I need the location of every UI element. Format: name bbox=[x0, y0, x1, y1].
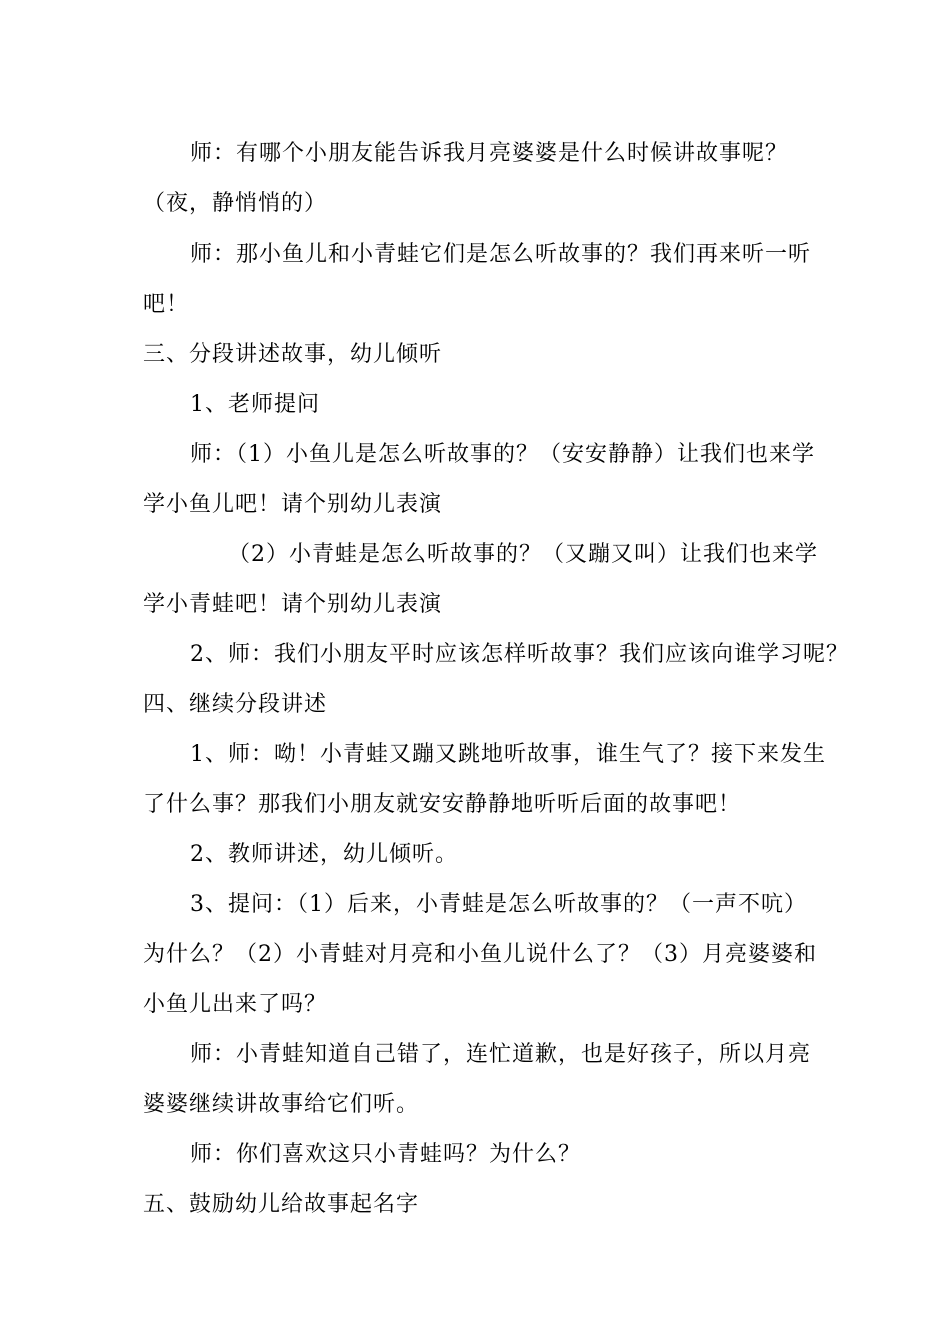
section-heading: 四、继续分段讲述 bbox=[143, 692, 328, 717]
paragraph-line: 小鱼儿出来了吗？ bbox=[143, 992, 328, 1017]
paragraph-line: 学小青蛙吧！请个别幼儿表演 bbox=[143, 592, 443, 617]
paragraph-line: 师：小青蛙知道自己错了，连忙道歉，也是好孩子，所以月亮 bbox=[190, 1042, 812, 1067]
paragraph-line: （夜，静悄悄的） bbox=[143, 191, 328, 216]
paragraph-line: 婆婆继续讲故事给它们听。 bbox=[143, 1092, 420, 1117]
paragraph-line: 学小鱼儿吧！请个别幼儿表演 bbox=[143, 492, 443, 517]
paragraph-line: 师：（1）小鱼儿是怎么听故事的？（安安静静）让我们也来学 bbox=[190, 442, 815, 467]
paragraph-line: 1、师：呦！小青蛙又蹦又跳地听故事，谁生气了？接下来发生 bbox=[190, 742, 826, 767]
paragraph-line: 为什么？（2）小青蛙对月亮和小鱼儿说什么了？（3）月亮婆婆和 bbox=[143, 942, 817, 967]
section-heading: 五、鼓励幼儿给故事起名字 bbox=[143, 1192, 420, 1217]
paragraph-line: （2）小青蛙是怎么听故事的？（又蹦又叫）让我们也来学 bbox=[228, 542, 818, 567]
section-heading: 三、分段讲述故事，幼儿倾听 bbox=[143, 342, 443, 367]
paragraph-line: 3、提问：（1）后来，小青蛙是怎么听故事的？（一声不吭） bbox=[190, 892, 807, 917]
paragraph-line: 师：有哪个小朋友能告诉我月亮婆婆是什么时候讲故事呢？ bbox=[190, 141, 789, 166]
paragraph-line: 师：那小鱼儿和小青蛙它们是怎么听故事的？我们再来听一听 bbox=[190, 242, 812, 267]
paragraph-line: 吧！ bbox=[143, 292, 190, 317]
paragraph-line: 2、教师讲述，幼儿倾听。 bbox=[190, 842, 458, 867]
paragraph-line: 2、师：我们小朋友平时应该怎样听故事？我们应该向谁学习呢？ bbox=[190, 642, 849, 667]
paragraph-line: 了什么事？那我们小朋友就安安静静地听听后面的故事吧！ bbox=[143, 792, 742, 817]
subsection-heading: 1、老师提问 bbox=[190, 392, 320, 417]
paragraph-line: 师：你们喜欢这只小青蛙吗？为什么？ bbox=[190, 1142, 582, 1167]
